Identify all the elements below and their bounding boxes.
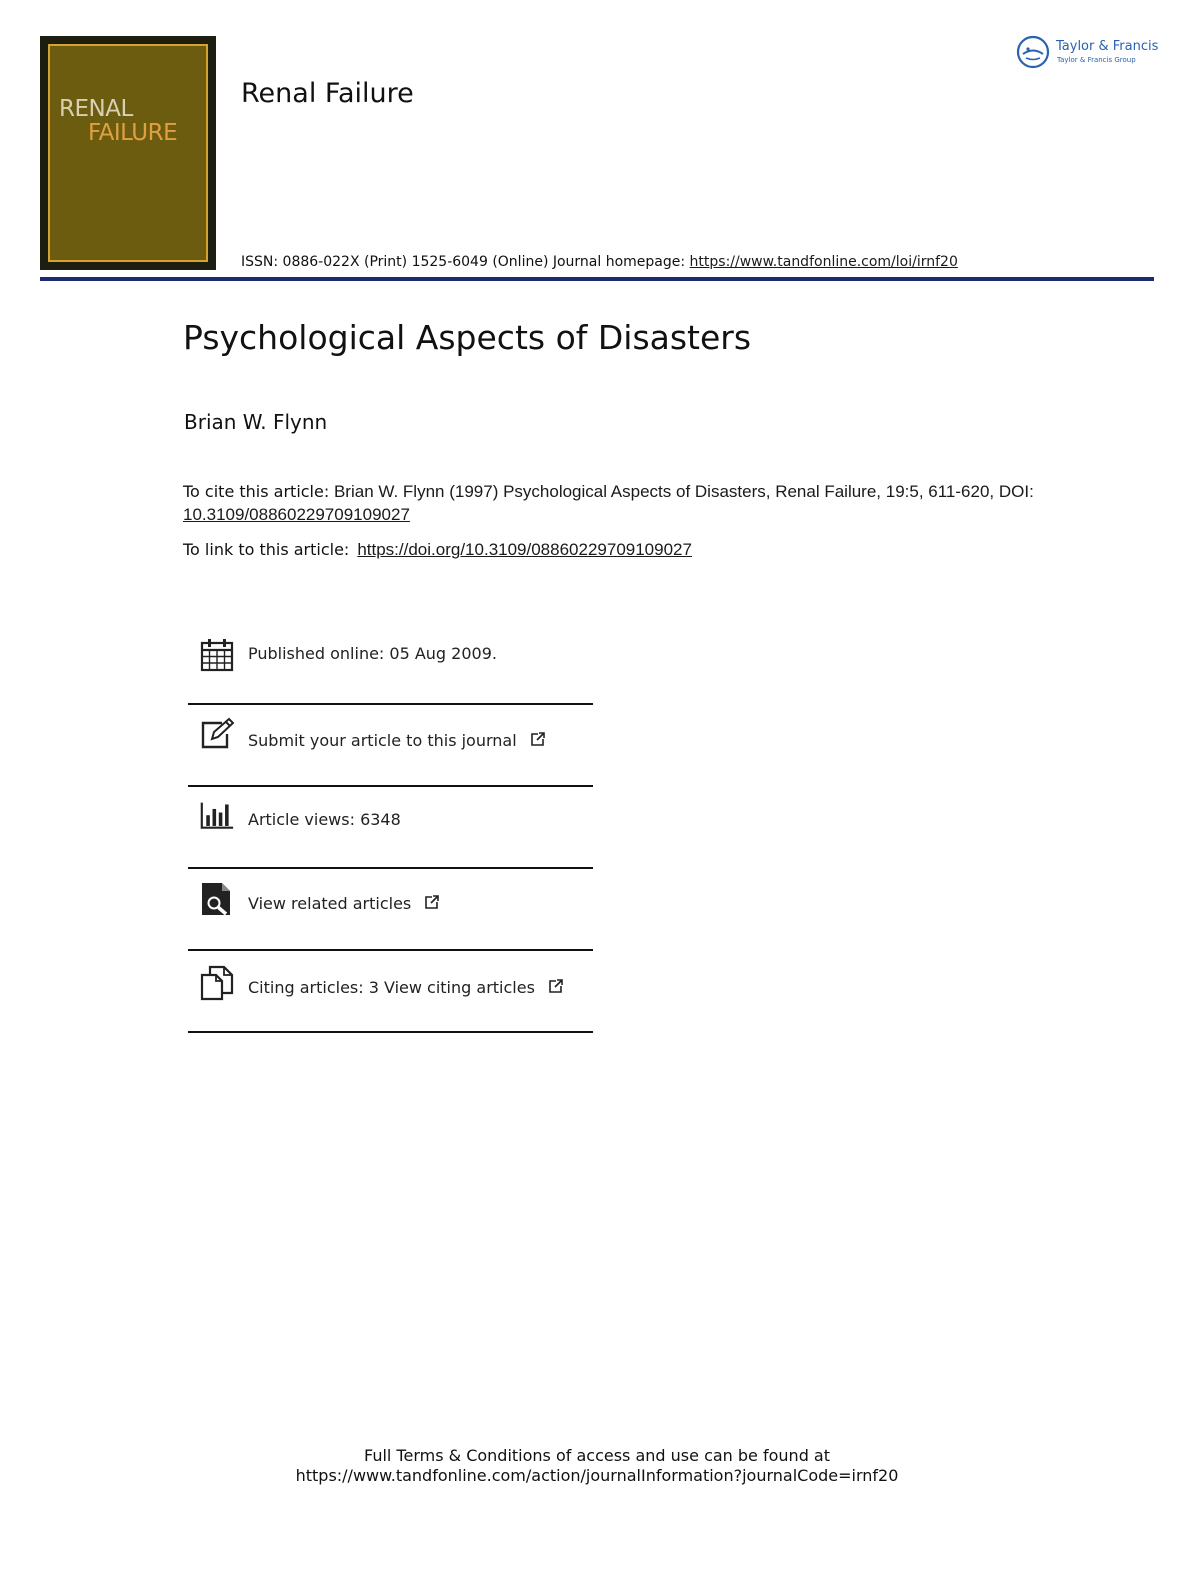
related-text: View related articles bbox=[248, 894, 412, 913]
publisher-name: Taylor & Francis bbox=[1056, 39, 1159, 54]
issn-text: ISSN: 0886-022X (Print) 1525-6049 (Online) Journal homepage: bbox=[241, 254, 690, 270]
article-author: Brian W. Flynn bbox=[184, 410, 328, 434]
submit-text: Submit your article to this journal bbox=[248, 731, 517, 750]
submit-link[interactable] bbox=[248, 731, 546, 750]
article-title: Psychological Aspects of Disasters bbox=[183, 318, 752, 357]
publisher-tagline: Taylor & Francis Group bbox=[1057, 56, 1136, 64]
external-link-icon bbox=[548, 978, 564, 994]
citing-row[interactable] bbox=[188, 951, 593, 1031]
journal-cover bbox=[40, 36, 216, 270]
journal-name: Renal Failure bbox=[241, 78, 414, 109]
related-row[interactable] bbox=[188, 869, 593, 949]
submit-row[interactable] bbox=[188, 705, 593, 785]
footer-terms-url[interactable]: https://www.tandfonline.com/action/journalInformation?journalCode=irnf20 bbox=[295, 1466, 899, 1485]
article-link-line bbox=[183, 540, 692, 560]
publisher-logo-icon bbox=[1016, 35, 1050, 69]
citing-link[interactable] bbox=[248, 978, 564, 997]
document-search-icon bbox=[200, 881, 234, 917]
calendar-icon bbox=[200, 637, 234, 673]
cite-label: To cite this article: bbox=[183, 482, 330, 501]
article-url-link[interactable]: https://doi.org/10.3109/08860229709109027 bbox=[357, 540, 692, 559]
cite-text: Brian W. Flynn (1997) Psychological Aspects of Disasters, Renal Failure, 19:5, 611-620, DOI: bbox=[329, 482, 1034, 501]
views-row bbox=[188, 787, 593, 867]
citing-text: Citing articles: 3 View citing articles bbox=[248, 978, 535, 997]
cover-word-failure: FAILURE bbox=[88, 120, 178, 146]
external-link-icon bbox=[424, 894, 440, 910]
published-row bbox=[188, 620, 593, 703]
citation-block bbox=[183, 480, 1043, 526]
documents-icon bbox=[200, 965, 234, 1001]
published-text: Published online: 05 Aug 2009. bbox=[248, 644, 497, 663]
related-link[interactable] bbox=[248, 894, 440, 913]
cover-word-renal: RENAL bbox=[59, 96, 133, 122]
journal-homepage-link[interactable]: https://www.tandfonline.com/loi/irnf20 bbox=[689, 254, 958, 270]
doi-link[interactable]: 10.3109/08860229709109027 bbox=[183, 505, 410, 524]
article-info-list bbox=[188, 620, 593, 1033]
journal-cover-panel bbox=[48, 44, 208, 262]
issn-line bbox=[241, 254, 958, 270]
footer-terms-text: Full Terms & Conditions of access and use can be found at bbox=[363, 1446, 831, 1465]
link-label: To link to this article: bbox=[183, 540, 350, 559]
footer bbox=[0, 1446, 1194, 1486]
edit-icon bbox=[200, 717, 234, 753]
views-text: Article views: 6348 bbox=[248, 810, 401, 829]
external-link-icon bbox=[530, 731, 546, 747]
divider bbox=[188, 1031, 593, 1033]
publisher-logo[interactable] bbox=[1016, 34, 1158, 70]
header-rule bbox=[40, 277, 1154, 281]
bar-chart-icon bbox=[200, 799, 234, 835]
